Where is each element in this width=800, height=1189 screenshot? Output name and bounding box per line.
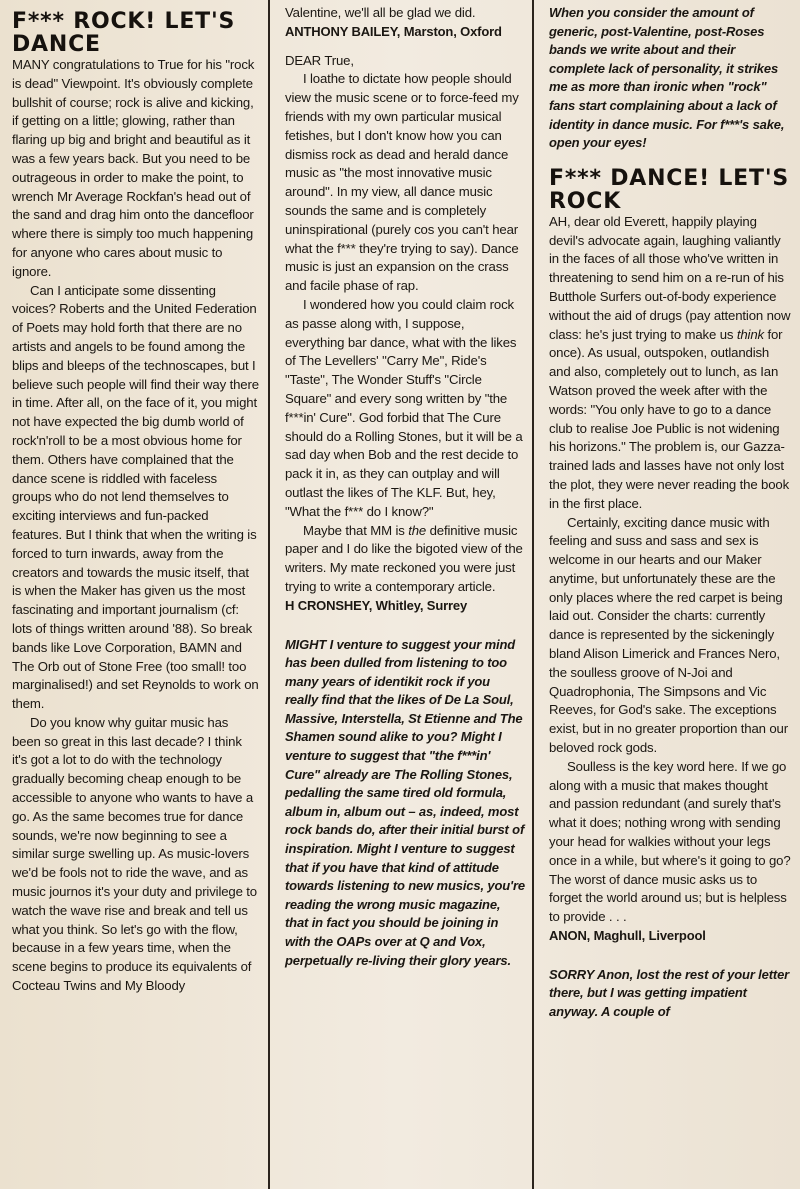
letter-signature: ANTHONY BAILEY, Marston, Oxford	[285, 23, 502, 39]
letter-signature: H CRONSHEY, Whitley, Surrey	[285, 597, 468, 613]
letter-paragraph: MANY congratulations to True for his "rock is dead" Viewpoint. It's obviously complete bullshit of course; rock is alive and kicking, if getting on a little; glowing, rather than flaring up big and bright and beautiful as it was a few years back. But you need to be outrageous in order to make the point, to wrench Mr Average Rockfan's head out of the sand and drag him onto the dancefloor where there is simply too much happening for anyone who cares about music to ignore.	[12, 57, 255, 279]
letter-salutation: DEAR True,	[285, 52, 354, 68]
column-middle	[275, 0, 531, 1189]
letter-signature: ANON, Maghull, Liverpool	[549, 928, 706, 944]
letter-paragraph: Do you know why guitar music has been so great in this last decade? I think it's got a lot to do with the technology gradually becoming cheap enough to be accessible to anyone who wants to have a go. As the same becomes true for dance sounds, we're now beginning to see a similar surge swelling up. As music-lovers we'd be fools not to ride the wave, and as music journos it's your duty and privilege to watch the wave rise and break and tell us what you think. So let's go with the flow, because in a few years time, when the scene begins to produce its equivalents of Cocteau Twins and My Bloody	[12, 714, 257, 994]
letter-paragraph: Soulless is the key word here. If we go along with a music that makes thought and passion redundant (and surely that's what it does; nothing wrong with sending your head for walkies without your legs once in a while, but where's it going to go? The worst of dance music asks us to forget the world around us; but is helpless to provide . . .	[549, 758, 791, 925]
column-divider-left	[268, 0, 270, 1189]
emphasis: the	[408, 522, 427, 538]
emphasis: think	[736, 326, 764, 342]
text-run: definitive music paper and I do like the bigoted view of the writers. My mate reckoned you were just trying to write a contemporary article.	[285, 522, 523, 594]
letter-paragraph	[549, 213, 792, 514]
letter-paragraph: I wondered how you could claim rock as passe along with, I suppose, everything bar dance, what with the likes of The Levellers' "Carry Me", Ride's "Taste", The Wonder Stuff's "Circle Square" and every song written by "the f***in' Cure". God forbid that The Cure should do a Rolling Stones, but it will be a sad day when Bob and the rest decide to pack it in, as they can outplay and will outlast the likes of The KLF. But, hey, "What the f*** do I know?"	[285, 296, 523, 519]
text-run: Maybe that MM is	[303, 522, 409, 538]
letter-paragraph: I loathe to dictate how people should view the music scene or to force-feed my friends with my own particular musical fetishes, but I don't know how you can dismiss rock as dead and herald dance music as "the most innovative music around". In my view, all dance music sounds the same and is completely uninspirational (purely cos you can't hear what the f*** they're trying to say). Dance music is just an expansion on the crass and facile phase of rap.	[285, 71, 519, 294]
editor-reply: SORRY Anon, lost the rest of your letter there, but I was getting impatient anyway. A couple of	[549, 966, 790, 1020]
letter-paragraph: Can I anticipate some dissenting voices? Roberts and the United Federation of Poets may hold forth that there are no artists and angels to be found among the blips and bleeps of the technoscapes, but I believe such people will find their way there in time. After all, on the face of it, you might not have expected the big dumb world of rock'n'roll to be a most obvious home for them. Others have complained that the dance scene is riddled with faceless groups who do not lend themselves to exciting interviews and fun-packed features. But I think that when the writing is forced to turn inwards, away from the creators and towards the music itself, that is when the Maker has given us the most fascinating and important journalism (cf: lots of things written around '88). So break bands like Love Corporation, BAMN and The Orb out of Stone Free (too small! too marginalised!) and set Reynolds to work on them.	[12, 282, 259, 712]
column-right	[539, 0, 800, 1189]
letter-continuation: Valentine, we'll all be glad we did.	[285, 5, 476, 20]
letter-headline-rock-dance: F*** ROCK! LET'S DANCE	[12, 9, 236, 57]
editor-reply: When you consider the amount of generic, post-Valentine, post-Roses bands we write about and their complete lack of personality, it strikes me as more than ironic when "rock" fans start complaining about a lack of identity in dance music. For f***'s sake, open your eyes!	[549, 5, 785, 151]
letter-headline-dance-rock: F*** DANCE! LET'S ROCK	[549, 165, 790, 214]
letter-paragraph: Certainly, exciting dance music with feeling and suss and sass and sex is welcome in our hearts and our Maker anytime, but unfortunately these are the only places where the red carpet is being laid out. Consider the charts: currently dance is represented by the sickeningly bland Alison Limerick and Frances Nero, the soulless groove of N-Joi and Quadrophonia, The Simpsons and Vic Reeves, for God's sake. The exceptions exist, but in no greater proportion than our beloved rock gods.	[549, 514, 788, 756]
column-divider-right	[532, 0, 534, 1189]
column-left	[0, 0, 265, 1189]
text-run: AH, dear old Everett, happily playing devil's advocate again, laughing valiantly in the faces of all those who've written in threatening to send him on a re-run of his Butthole Surfers out-of-body experience without the aid of drugs (pay attention now class: he's just trying to make us	[549, 213, 791, 342]
editor-reply: MIGHT I venture to suggest your mind has been dulled from listening to too many years of identikit rock if you really find that the likes of De La Soul, Massive, Interstella, St Etienne and The Shamen sound alike to you? Might I venture to suggest that "the f***in' Cure" already are The Rolling Stones, pedalling the same tired old formula, album in, album out – as, indeed, most rock bands do, after their initial burst of inspiration. Might I venture to suggest that if you have that kind of attitude towards listening to new musics, you're reading the wrong music magazine, that in fact you should be joining in with the OAPs over at Q and Vox, perpetually re-living their glory years.	[285, 636, 525, 968]
text-run: for once). As usual, outspoken, outlandish and also, completely out to lunch, as Ian Watson proved the week after with the words: "You only have to go to a dance club to realise Joe Public is not widening his horizons." The problem is, our Gazza-trained lads and lasses have not only lost the plot, they were never reading the book in the first place.	[549, 326, 790, 511]
letter-paragraph	[285, 522, 525, 597]
